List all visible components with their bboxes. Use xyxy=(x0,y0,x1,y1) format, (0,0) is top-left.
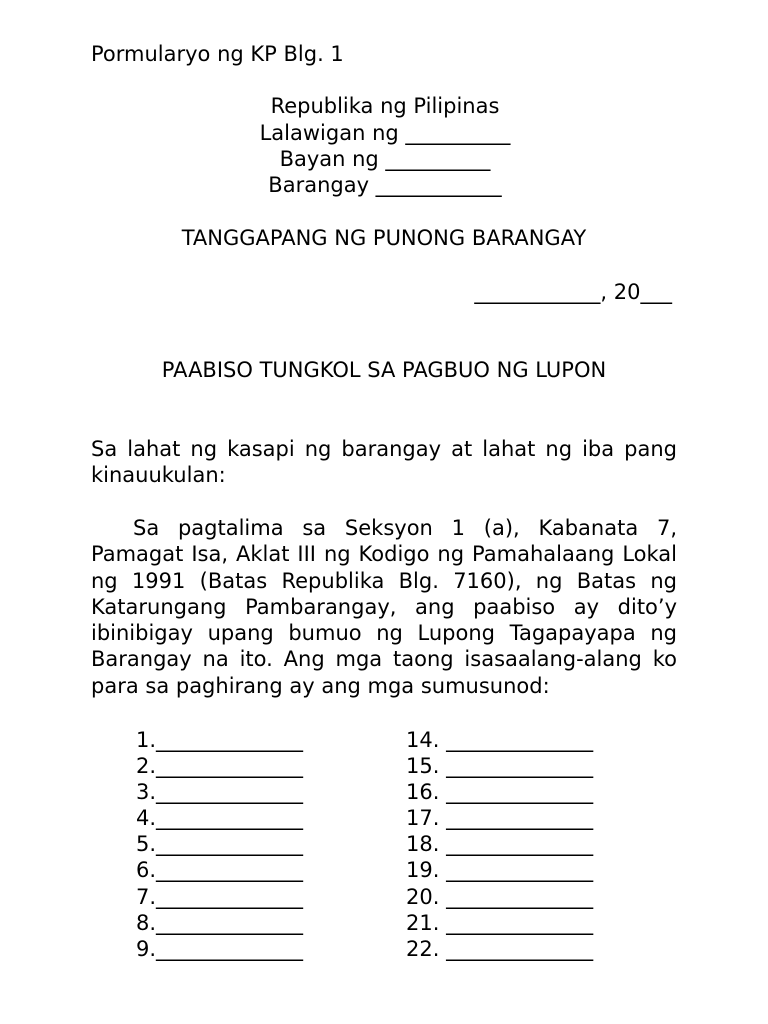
notice-title: PAABISO TUNGKOL SA PAGBUO NG LUPON xyxy=(161,358,607,382)
list-item: 18. ______________ xyxy=(406,832,594,857)
list-item: 4.______________ xyxy=(136,806,304,831)
list-item: 19. ______________ xyxy=(406,858,594,883)
list-item: 20. ______________ xyxy=(406,884,594,909)
date-line: ____________, 20___ xyxy=(474,280,672,304)
nominee-list-left xyxy=(136,727,303,962)
list-item: 17. ______________ xyxy=(406,806,594,831)
list-item: 14. ______________ xyxy=(406,728,594,752)
body-paragraph: Sa pagtalima sa Seksyon 1 (a), Kabanata 7, Pamagat Isa, Aklat III ng Kodigo ng Pamahalaang Lokal ng 1991 (Batas Republika Blg. 7160), ng Batas ng Katarungang Pambarangay, ang paabiso ay dito’y ibinibigay upang bumuo ng Lupong Tagapayapa ng Barangay na ito. Ang mga taong isasaalang-alang ko para sa paghirang ay ang mga sumusunod: xyxy=(91,516,677,698)
list-item: 2.______________ xyxy=(136,754,304,779)
header-republic: Republika ng Pilipinas xyxy=(270,94,500,118)
header-town: Bayan ng __________ xyxy=(279,147,491,171)
list-item: 1.______________ xyxy=(136,728,304,752)
office-title: TANGGAPANG NG PUNONG BARANGAY xyxy=(181,226,587,250)
list-item: 21. ______________ xyxy=(406,910,594,935)
list-item: 5.______________ xyxy=(136,832,304,857)
form-number: Pormularyo ng KP Blg. 1 xyxy=(91,42,344,66)
header-barangay: Barangay ____________ xyxy=(268,173,502,197)
list-item: 8.______________ xyxy=(136,910,304,935)
list-item: 9.______________ xyxy=(136,936,304,961)
nominee-list-right xyxy=(406,727,593,962)
salutation: Sa lahat ng kasapi ng barangay at lahat ng iba pang kinauukulan: xyxy=(91,437,677,488)
list-item: 7.______________ xyxy=(136,884,304,909)
header-province: Lalawigan ng __________ xyxy=(259,121,511,145)
list-item: 15. ______________ xyxy=(406,754,594,779)
list-item: 22. ______________ xyxy=(406,936,594,961)
list-item: 3.______________ xyxy=(136,780,304,805)
list-item: 6.______________ xyxy=(136,858,304,883)
list-item: 16. ______________ xyxy=(406,780,594,805)
